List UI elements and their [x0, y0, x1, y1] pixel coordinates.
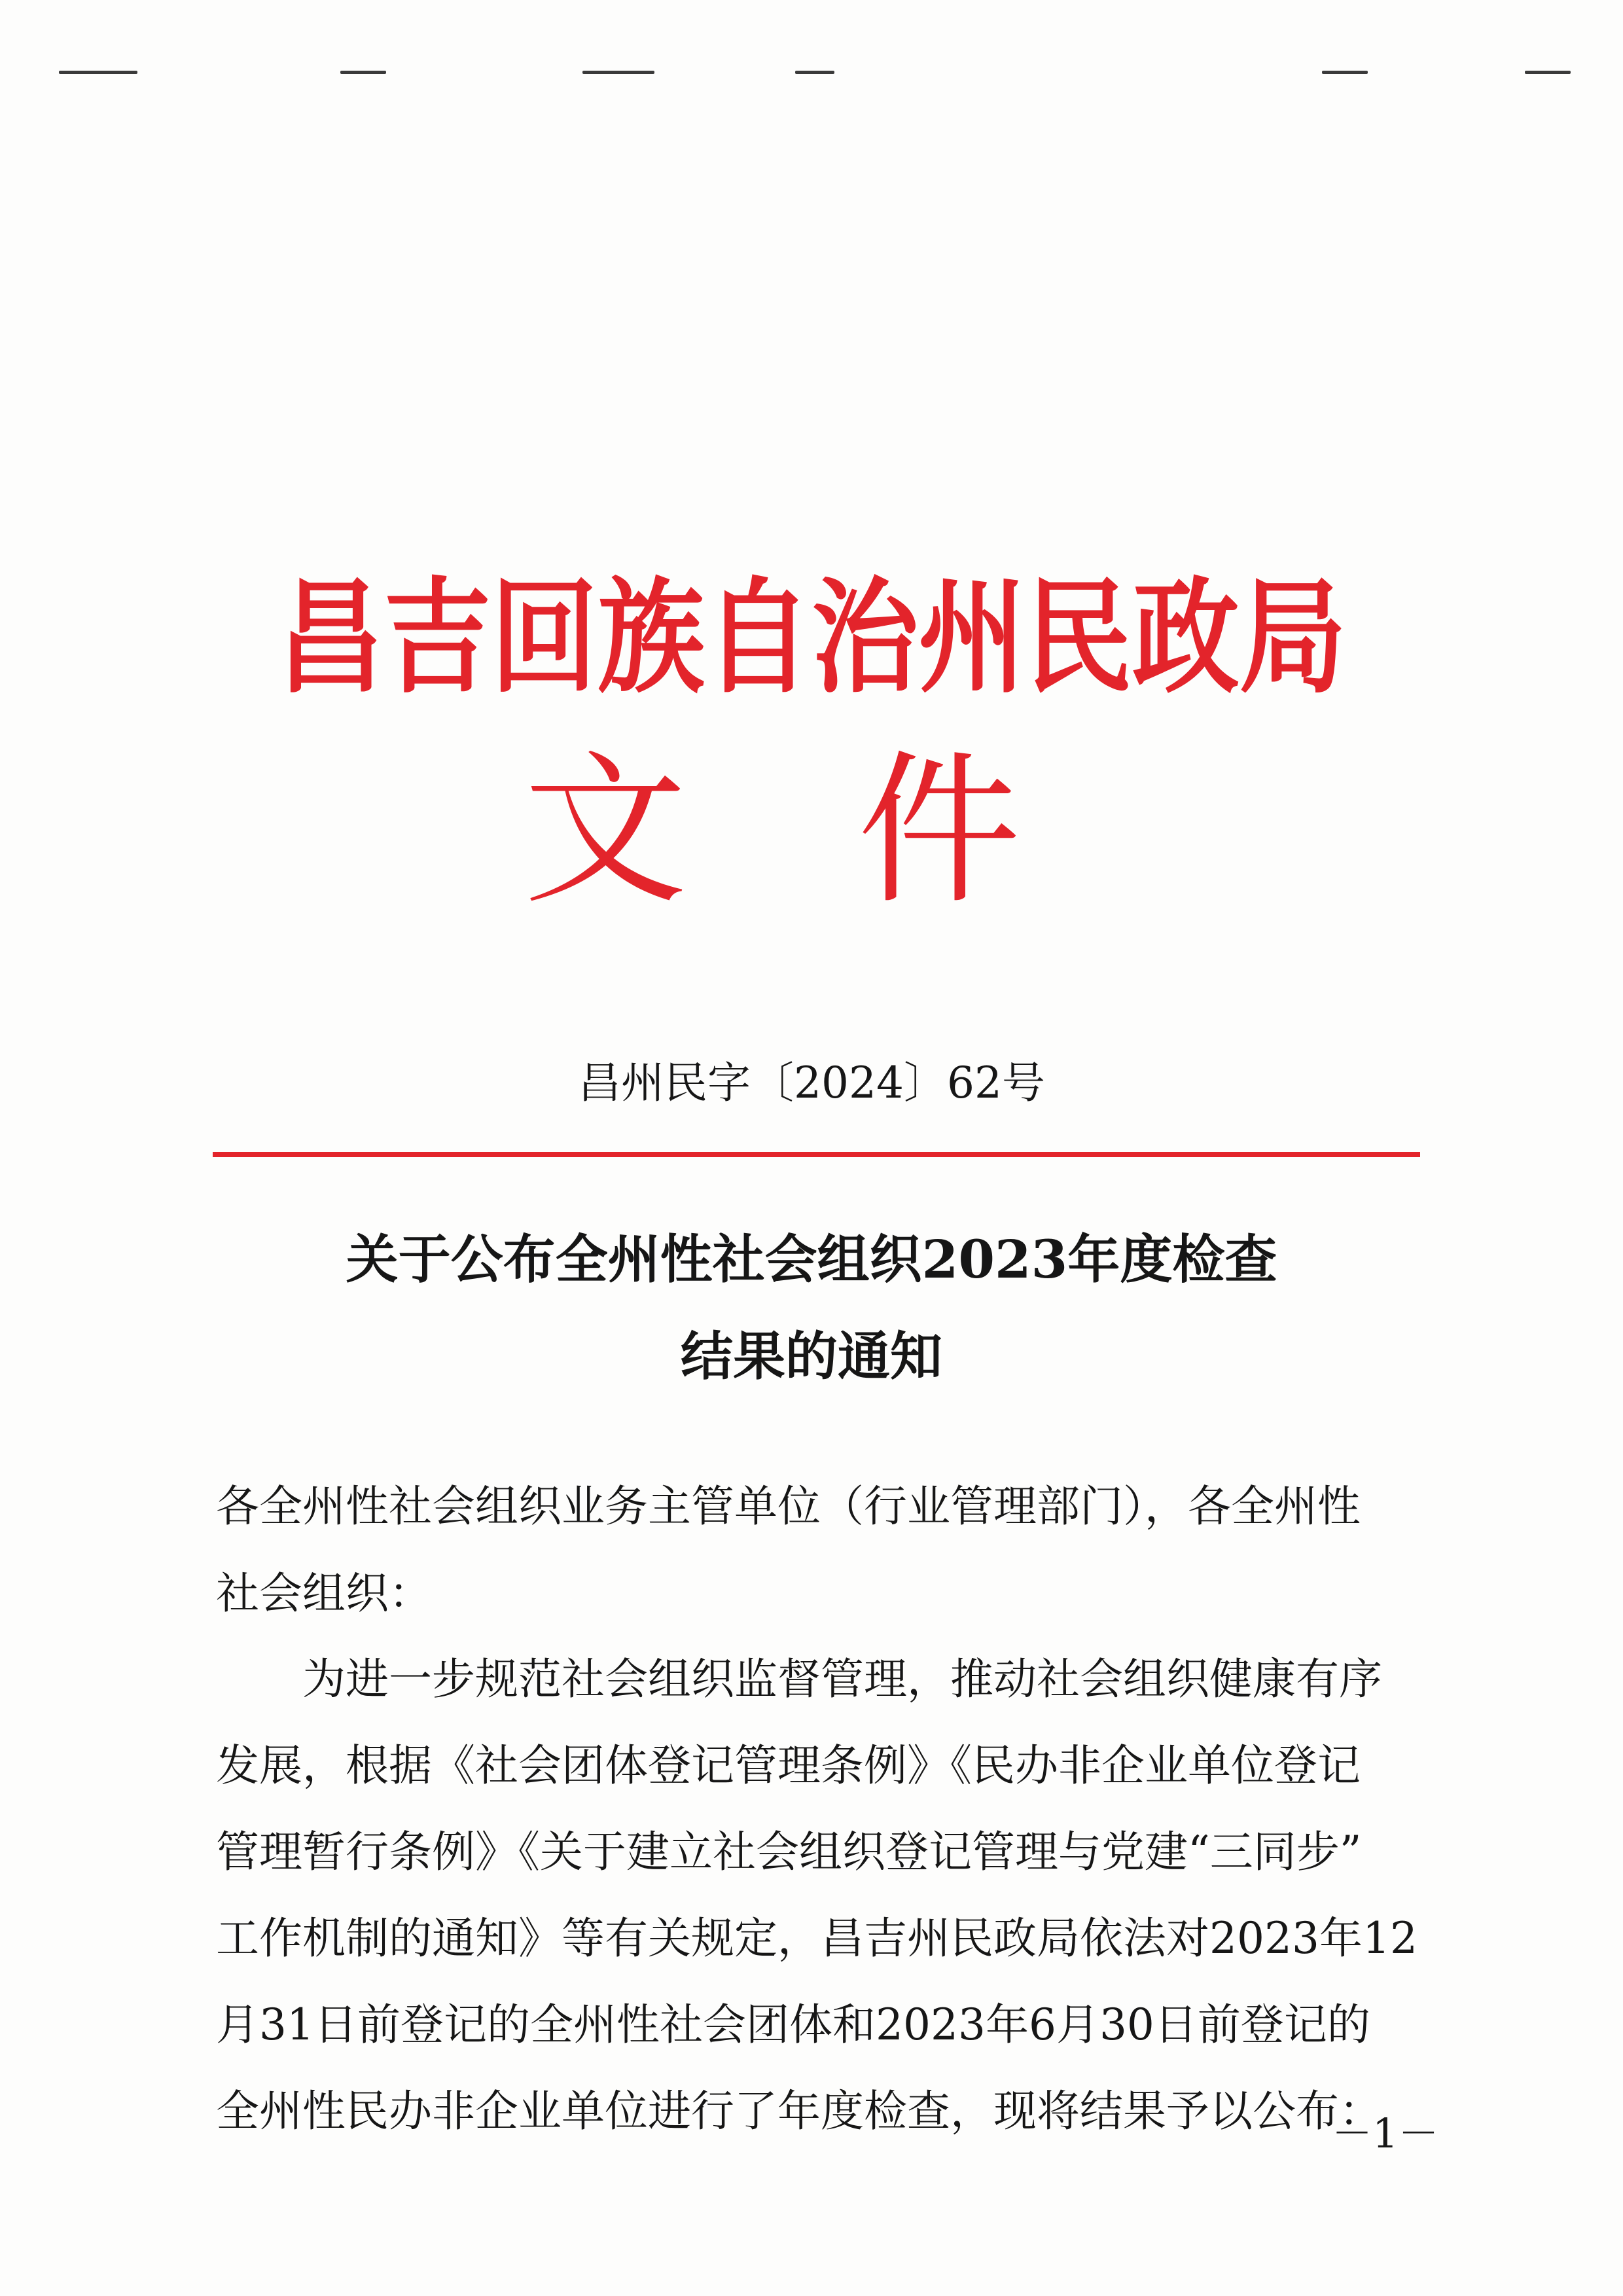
body-line: 月31日前登记的全州性社会团体和2023年6月30日前登记的 — [216, 2000, 1370, 2050]
red-separator-line — [213, 1152, 1420, 1157]
document-type-heading: 文件 — [524, 736, 1191, 926]
scan-edge-mark — [582, 71, 654, 74]
notice-title — [0, 1211, 1623, 1405]
body-line: 管理暂行条例》《关于建立社会组织登记管理与党建“三同步” — [216, 1827, 1362, 1877]
scan-edge-mark — [340, 71, 386, 74]
salutation — [216, 1463, 1414, 1637]
scan-edge-mark — [795, 71, 834, 74]
notice-title-line: 结果的通知 — [681, 1325, 942, 1387]
document-number: 昌州民字〔2024〕62号 — [578, 1058, 1045, 1108]
body-line: 为进一步规范社会组织监督管理，推动社会组织健康有序 — [302, 1654, 1382, 1704]
issuing-organization: 昌吉回族自治州民政局 — [276, 565, 1346, 710]
body-line: 发展，根据《社会团体登记管理条例》《民办非企业单位登记 — [216, 1740, 1361, 1791]
page-number: －1－ — [1332, 2109, 1439, 2157]
salutation-line: 各全州性社会组织业务主管单位（行业管理部门），各全州性 — [216, 1481, 1361, 1532]
salutation-line: 社会组织： — [216, 1568, 432, 1619]
scan-edge-mark — [59, 71, 137, 74]
notice-title-line: 关于公布全州性社会组织2023年度检查 — [346, 1229, 1277, 1290]
scan-edge-mark — [1322, 71, 1368, 74]
scan-edge-mark — [1525, 71, 1571, 74]
body-line: 工作机制的通知》等有关规定，昌吉州民政局依法对2023年12 — [216, 1913, 1418, 1964]
body-paragraph — [216, 1636, 1418, 2155]
body-line: 全州性民办非企业单位进行了年度检查，现将结果予以公布： — [216, 2086, 1382, 2136]
